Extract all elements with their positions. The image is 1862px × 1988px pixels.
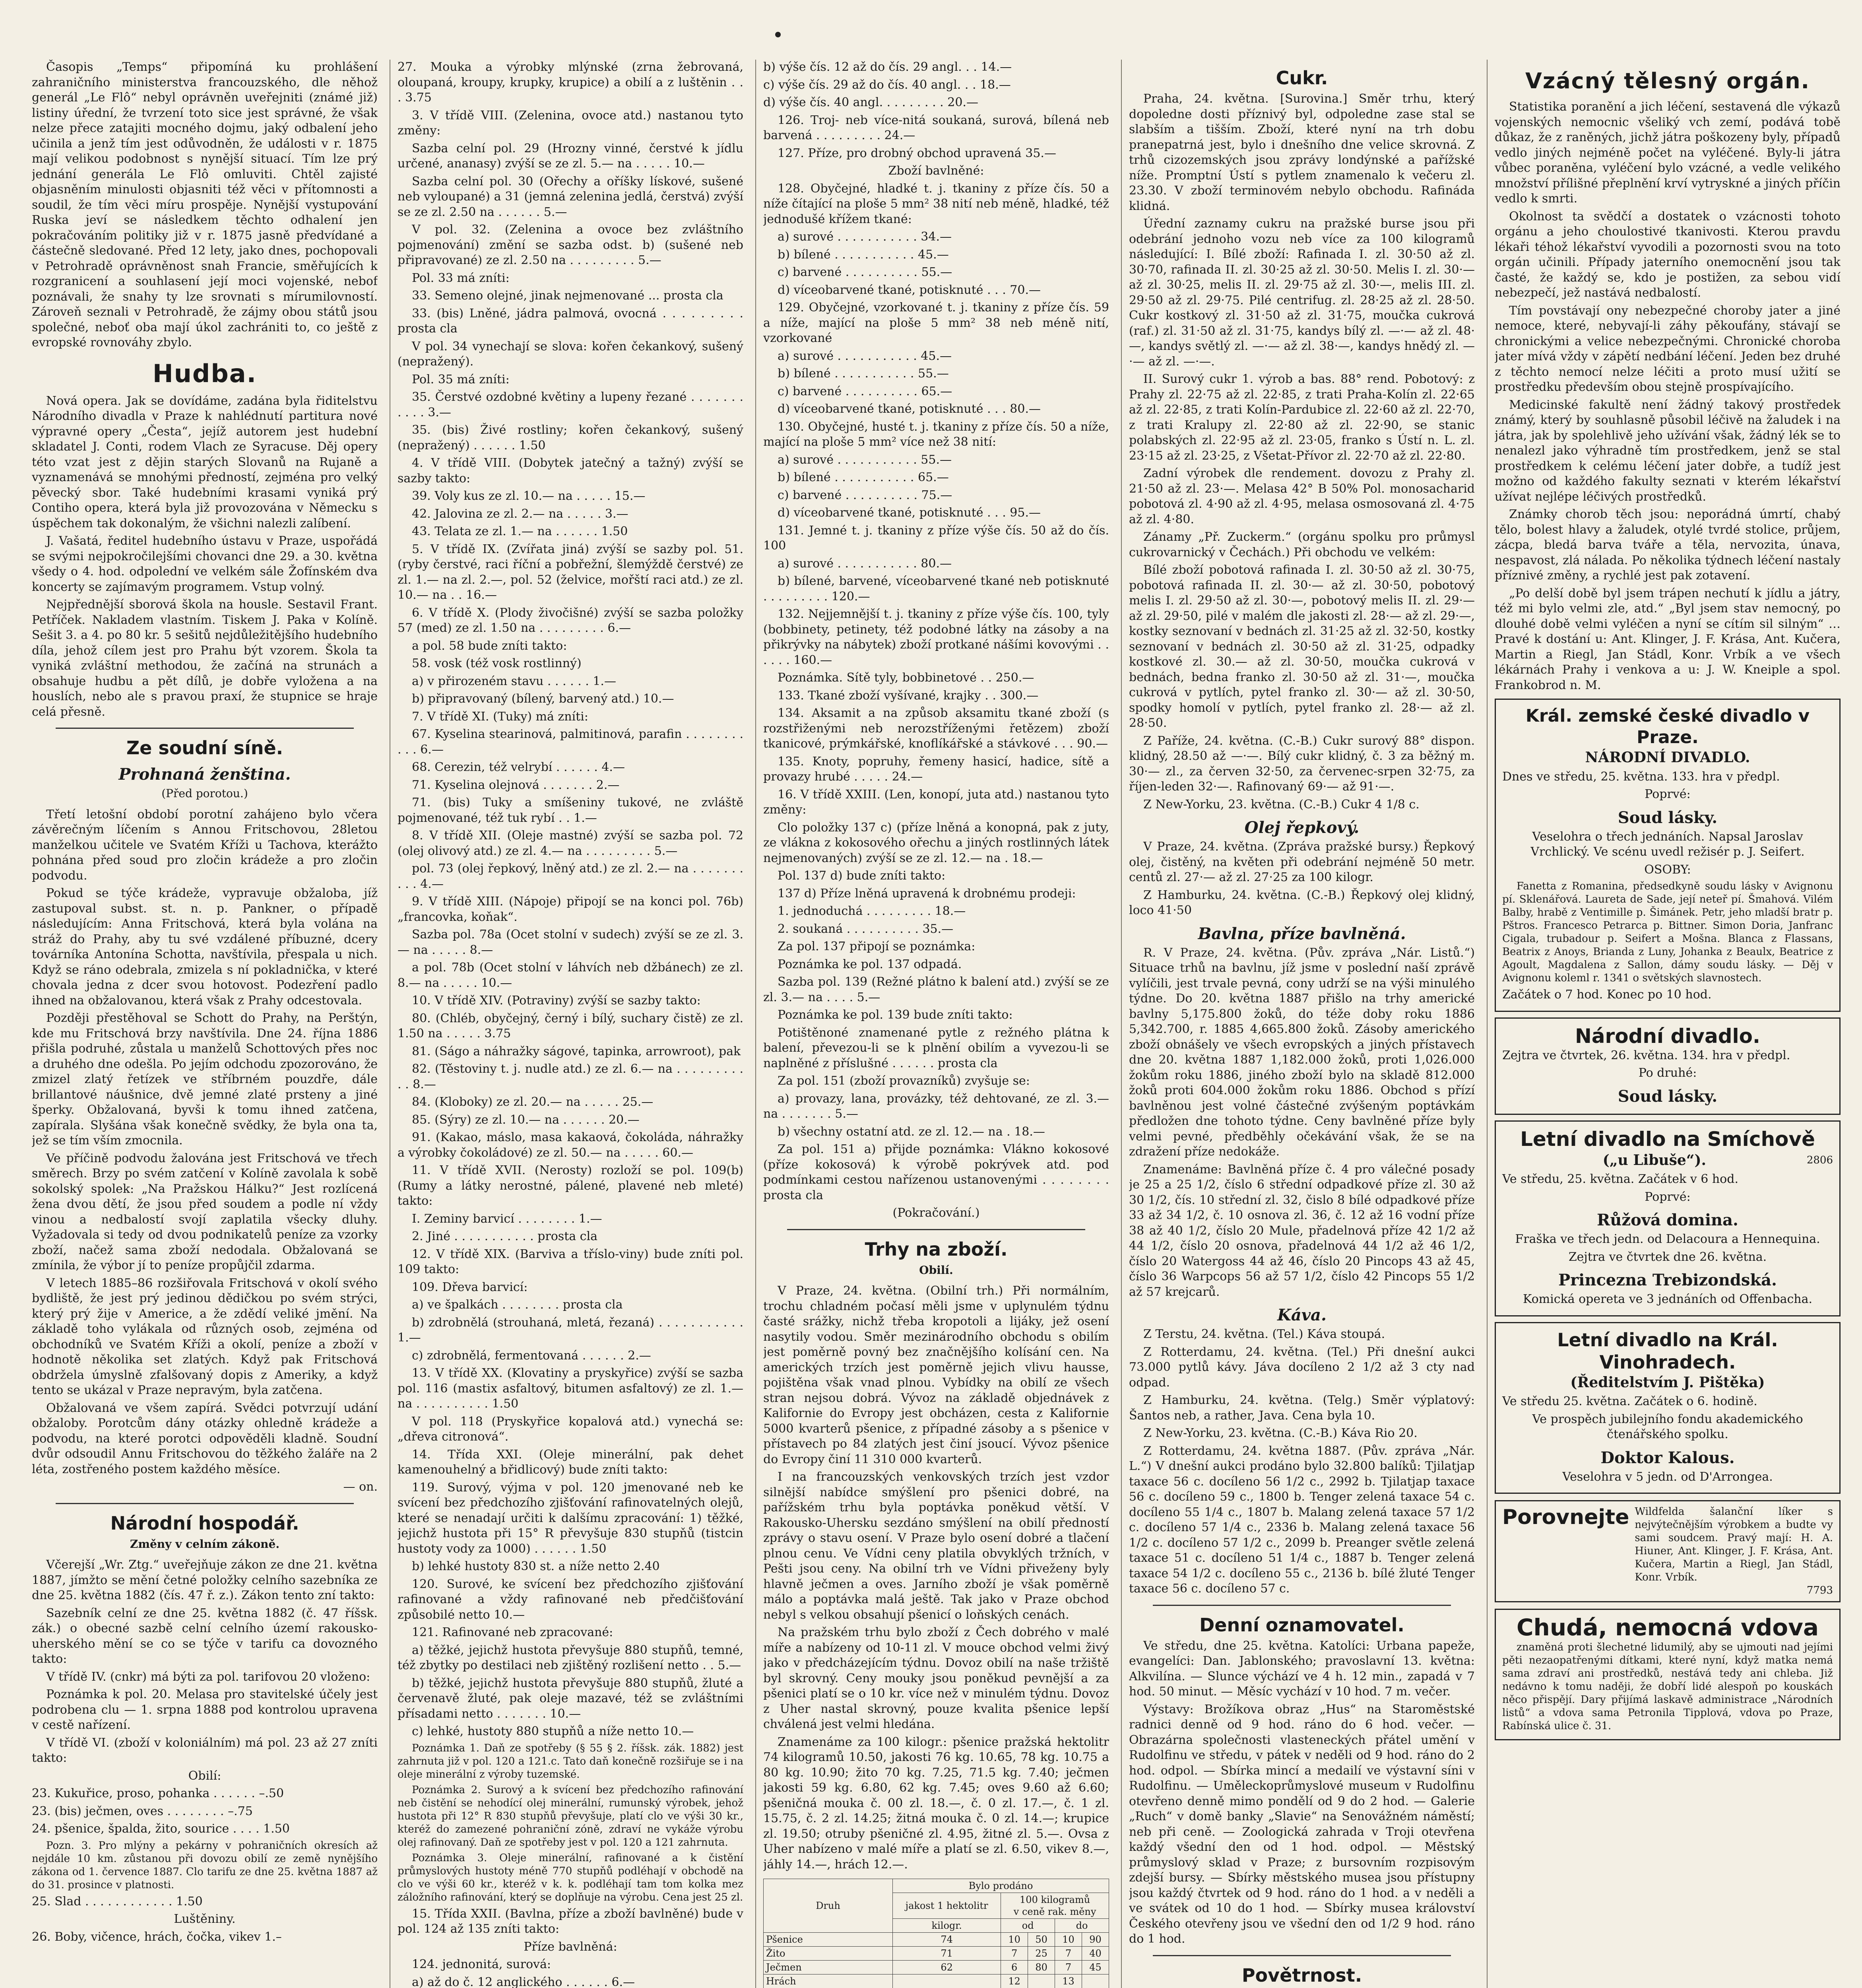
tariff-item: Za pol. 151 a) přijde poznámka: Vlákno kokosové (příze kokosová) k výrobě pokrývek atd. pod podmínkami cestou nařízenou ustanovenými . . . . . . . . prosta cla <box>763 1142 1109 1202</box>
article-paragraph: V třídě IV. (cnkr) má býti za pol. tarifovou 20 vloženo: <box>46 1670 370 1684</box>
article-paragraph: Na pražském trhu bylo zboží z Čech dobrého v malé míře a nabízeny od 10-11 zl. V mouce obchod velmi živý jako v předcházejícím týdnu. Dovoz obilí na naše tržiště byl skrovný. Ceny mouky jsou poněkud pevnější a za pšenici platí se o 10 kr. více než v minulém týdnu. Dovoz z Uher nastal skrovný, pouze kvalita pšenice lepší chválená jest velmi hledána. <box>763 1625 1109 1731</box>
table-cell: 12 <box>1001 1974 1028 1988</box>
section-title-olej: Olej řepkový. <box>1244 818 1360 837</box>
theatre-time: Začátek o 7 hod. Konec po 10 hod. <box>1502 988 1712 1002</box>
table-header-sub: 100 kilogramů <box>1020 1894 1090 1905</box>
tariff-item: 135. Knoty, popruhy, řemeny hasicí, hadice, sítě a provazy hrubé . . . . . 24.— <box>763 754 1109 784</box>
section-title-denni: Denní oznamovatel. <box>1199 1614 1404 1636</box>
tariff-item: c) barvené . . . . . . . . . . 55.— <box>778 265 952 279</box>
tariff-item: a) v přirozeném stavu . . . . . . 1.— <box>412 674 616 688</box>
article-paragraph: Časopis „Temps“ připomíná ku prohlášení zahraničního ministerstva francouzského, dle něhož generál „Le Flô“ nebyl oprávněn uveřejniti (známé již) listiny úřední, že tvrzení toto sice jest správné, že však nelze přece zatajiti mocného dojmu, jaký odbalení jeho učinila a jenž tím jest odůvodněn, že události v r. 1875 mají velikou podobnost s nynější situací. Tím lze prý jednání generála Le Flô omluviti. Chtěl zajisté objasněním minulosti objasniti též věci v přítomnosti a soudil, že tím věci míru prospěje. Nynější vystupování Ruska jeví se následkem těchto odhalení jen pokračováním politiky již v r. 1875 jasně předvídané a částečně sledované. Před 12 lety, jako dnes, pochopovali v Petrohradě oprávněnost snah Francie, směřujících k rozgranicení a souhlasení její moci vojenské, nebof poznávali, že snahy ty lze srovnati s mírumilovností. Zároveň seznali v Petrohradě, že zájmy obou států jsou společné, neboť oba mají úkol zachrániti to, co ještě z evropské rovnováhy zbylo. <box>32 60 378 349</box>
tariff-item: 124. jednonitá, surová: <box>412 1957 551 1971</box>
tariff-item: 33. (bis) Lněné, jádra palmová, ovocná . . . . . . . . . prosta cla <box>398 306 743 336</box>
tariff-item: b) bílené . . . . . . . . . . . 55.— <box>778 367 949 381</box>
column-rule <box>1487 60 1488 1988</box>
tariff-item: I. Zeminy barvicí . . . . . . . . 1.— <box>412 1211 602 1226</box>
table-cell: 62 <box>893 1961 1001 1974</box>
tariff-item: b) výše čís. 12 až do čís. 29 angl. . . 14.— <box>763 60 1012 74</box>
tariff-item: 85. (Sýry) ze zl. 10.— na . . . . . . 20.— <box>412 1112 640 1127</box>
tariff-item: 133. Tkané zboží vyšívané, krajky . . 300.— <box>778 688 1039 703</box>
newspaper-page <box>32 60 1841 1988</box>
article-paragraph: Z New-Yorku, 23. května. (C.-B.) Cukr 4 1/8 c. <box>1143 797 1420 812</box>
tariff-item: c) lehké, hustoty 880 stupňů a níže netto 10.— <box>412 1724 694 1738</box>
section-title-hospodar: Národní hospodář. <box>110 1512 299 1534</box>
tariff-item: 126. Troj- neb více-nitá soukaná, surová, bílená neb barvená . . . . . . . . . 24.— <box>763 113 1109 142</box>
article-paragraph: Ve středu, dne 25. května. Katolíci: Urbana papeže, evangelíci: Dan. Jablonského; pravoslavní 13. května: Alkvilína. — Slunce výchází ve 4 h. 12 min., zapadá v 7 hod. 50 minut. — Měsíc vychází v 10 hod. 7 m. večer. <box>1129 1639 1475 1699</box>
table-cell: Pšenice <box>764 1933 893 1947</box>
article-subtitle: (Před porotou.) <box>161 787 248 800</box>
column-5 <box>1495 60 1841 1988</box>
article-paragraph: V Praze, 24. května. (Obilní trh.) Při normálním, trochu chladném počasí měli jsme v uplynulém týdnu časté srážky, nichž třeba kropotoli a lijáky, jež osení nasytily vodou. Směr mezinárodního obchodu s obilím jest poměrně povný bez značnějšího kolísání cen. Na amerických trzích jest poměrně jejich vlivu hausse, pojištěna však vnad plnou. Vybídky na obilí ze všech stran nejsou dobrá. Vývoz na základě objednávek z Kalifornie do Evropy jest obcházen, cesta z Kalifornie 5000 kvarterů pšenice, z případné zásoby a s pšenice v přístavech po 84 zlatých jest činí jsoucí. Vývoz pšenice do Evropy činí 11 310 000 kvarterů. <box>763 1284 1109 1466</box>
tariff-item: b) bílené . . . . . . . . . . . 65.— <box>778 470 949 484</box>
article-paragraph: R. V Praze, 24. května. (Pův. zpráva „Nár. Listů.“) Situace trhů na bavlnu, jíž jsme v poslední naší zprávě vylíčili, jest trvale pevná, cony udrží se na výši minulého týdne. Do 20. května 1887 přišlo na trhy americké bavlny 5,175.800 žoků, do téže doby roku 1886 5,342.700, r. 1885 4,665.800 žoků. Zásoby amerického zboží obnášely ve všech evropských a jiných přístavech dne 20. května 1887 1,182.000 žoků, proti 1,026.000 žokům roku 1886, jiného zboží bylo na skladě 812.000 žoků proti 604.000 žokům roku 1886. Obchod s přízí bavlněnou jest volné částečné zvýšeným poptávkám předložen dne tohoto týdne. Ceny bavlněné příze byly velmi pevné, předběhly očekávání však, že se na zdražení příze nedokáže. <box>1129 945 1475 1159</box>
list-item: Obilí: <box>188 1769 221 1783</box>
table-cell: 10 <box>1055 1933 1082 1947</box>
article-paragraph: Pozn. 3. Pro mlýny a pekárny v pohraničních okresích až nejdále 10 km. zůstanou při dovozu obilí ze země nynějšího zákona od 1. července 1887. Clo tarifu ze dne 25. května 1887 až do 31. prosince v platnosti. <box>32 1839 378 1891</box>
tariff-item: Sazba celní pol. 30 (Ořechy a oříšky lískové, sušené neb vyloupané) a 31 (jemná zelenina jedlá, čerstvá) zvýší se ze zl. 2.50 na . . . . . . 5.— <box>398 174 743 219</box>
tariff-item: Sazba celní pol. 29 (Hrozny vinné, čerstvé k jídlu určené, ananasy) zvýší se ze zl. 5.— na . . . . . 10.— <box>398 141 743 171</box>
tariff-item: c) barvené . . . . . . . . . . 65.— <box>778 384 952 398</box>
tariff-item: 121. Rafinované neb zpracované: <box>412 1625 613 1639</box>
play-title: Doktor Kalous. <box>1600 1448 1735 1467</box>
tariff-item: 11. V třídě XVII. (Nerosty) rozloží se pol. 109(b) (Rumy a látky nerostné, pálené, plavené neb mleté) takto: <box>398 1163 743 1208</box>
tariff-item: a) surové . . . . . . . . . . . 55.— <box>778 452 952 467</box>
table-cell <box>1028 1974 1055 1988</box>
list-item: 23. (bis) ječmen, oves . . . . . . . . –.75 <box>32 1804 253 1818</box>
tariff-item: 27. Mouka a výrobky mlýnské (zrna žebrovaná, oloupaná, kroupy, krupky, krupice) a obilí a z luštěnin . . . 3.75 <box>398 60 743 105</box>
table-cell: 7 <box>1055 1961 1082 1974</box>
theatre-listing-vinohrady <box>1495 1322 1841 1494</box>
section-title-pocasi: Povětrnost. <box>1241 1964 1362 1986</box>
ad-paragraph: „Po delší době byl jsem trápen nechutí k jídlu a játry, též mi bylo velmi zle, atd.“ „Byl jsem stav nemocný, po dlouhé době velmi vyléčen a nyní se cítím sil silným“ … Pravé k dostání u: Ant. Klinger, J. F. Krása, Ant. Kučera, Martin a Riegl, Jan Stádl, Konr. Vrbík a ve všech lékárnách Prahy i venkova a u: J. W. Kneiple a spol. Frankobrod n. M. <box>1495 586 1841 692</box>
article-paragraph: Z Rotterdamu, 24. května 1887. (Pův. zpráva „Nár. L.“) V dnešní aukci prodáno bylo 32.800 balíků: Tjilatjap taxace 56 c. docíleno 56 1/2 c., 2992 b. Tjilatjap taxace 56 c. docíleno 59 c., 1800 b. Tenger zelená taxace 54 c. docíleno 55 1/4 c., 1807 b. Malang zelená taxace 57 1/2 c. docíleno 57 1/4 c., 2336 b. Malang zelená taxace 56 1/2 c. docíleno 57 1/2 c., 2099 b. Preanger světle zelená taxace 51 c. docíleno 51 1/4 c., 1887 b. Tenger zelená taxace 54 1/2 c. docíleno 55 c., 2136 b. bílé žluté Tenger taxace 56 c. docíleno 57 c. <box>1129 1444 1475 1596</box>
tariff-item: 15. Třída XXII. (Bavlna, příze a zboží bavlněné) bude v pol. 124 až 135 zníti takto: <box>398 1906 743 1936</box>
tariff-item: Pol. 33 má zníti: <box>412 271 510 285</box>
table-row <box>764 1961 1109 1974</box>
tariff-item: a) surové . . . . . . . . . . . 34.— <box>778 230 952 244</box>
list-item: 25. Slad . . . . . . . . . . . . 1.50 <box>32 1894 203 1908</box>
article-paragraph: Později přestěhoval se Schott do Prahy, na Perštýn, kde mu Fritschová brzy navštívila. Dne 24. října 1886 přišla podruhé, zůstala u manželů Schottových přes noc a druhého dne odešla. Po jejím odchodu zpozorováno, že zmizel zlatý řetízek ve stříbrném pouzdře, dále brillantové náušnice, dvě jemné zlaté prsteny a jiné šperky. Obžalovaná, byvši k tomu ihned zatčena, zapírala. Slyšána však konečně svědky, že byla ona ta, jež se tím vším zmocnila. <box>32 1011 378 1147</box>
table-cell <box>893 1974 1001 1988</box>
tariff-item: b) zdrobnělá (strouhaná, mletá, řezaná) . . . . . . . . . . . 1.— <box>398 1315 743 1345</box>
play-description: Komická opereta ve 3 jednáních od Offenbacha. <box>1523 1292 1813 1306</box>
column-3 <box>763 60 1109 1988</box>
theatre-date: Zejtra ve čtvrtek, 26. května. 134. hra v předpl. <box>1502 1048 1790 1062</box>
tariff-item: Sazba pol. 78a (Ocet stolní v sudech) zvýší se ze zl. 3.— na . . . . . 8.— <box>398 928 743 957</box>
article-paragraph: Zánamy „Př. Zuckerm.“ (orgánu spolku pro průmysl cukrovarnický v Čechách.) Při obchodu ve velkém: <box>1129 530 1475 559</box>
ad-title: Porovnejte <box>1502 1505 1629 1529</box>
tariff-item: d) víceobarvené tkané, potisknuté . . . 95.— <box>778 506 1041 520</box>
article-paragraph: Z Rotterdamu, 24. května. (Tel.) Při dnešní aukci 73.000 pytlů kávy. Jáva docíleno 2 1/2 až 3 cty nad odpad. <box>1129 1345 1475 1390</box>
ad-paragraph: Okolnost ta svědčí a dostatek o vzácnosti tohoto orgánu a jeho choulostivé tkanivosti. Kterou pravdu lékaři téhož lékařství vyvodili a pozornosti svou na toto orgán učinili. Případy jaterního onemocnění jsou tak časté, že každý se, kdo je postižen, za sebou vidí nebezpečí, jež nastává nedbalostí. <box>1495 209 1841 300</box>
column-4 <box>1129 60 1475 1988</box>
tariff-item: 71. Kyselina olejnová . . . . . . . 2.— <box>412 778 620 792</box>
tariff-item: 67. Kyselina stearinová, palmitinová, parafin . . . . . . . . . . . 6.— <box>398 727 743 757</box>
tariff-item: b) bílené, barvené, víceobarvené tkané neb potisknuté . . . . . . . . . 120.— <box>763 574 1109 604</box>
table-cell: Ječmen <box>764 1961 893 1974</box>
table-cell: 71 <box>893 1947 1001 1961</box>
tariff-item: 91. (Kakao, máslo, masa kakaová, čokoláda, náhražky a výrobky čokoládové) ze zl. 50.— na . . . . . 60.— <box>398 1130 743 1160</box>
table-header: jakost 1 hektolitr <box>893 1893 1001 1919</box>
table-cell: 40 <box>1082 1947 1109 1961</box>
table-row <box>764 1974 1109 1988</box>
tariff-item: pol. 73 (olej řepkový, lněný atd.) ze zl. 2.— na . . . . . . . . . . 4.— <box>398 862 743 891</box>
table-cell: Hrách <box>764 1974 893 1988</box>
divider <box>56 728 354 729</box>
tariff-item: a) provazy, lana, provázky, též dehtované, ze zl. 3.— na . . . . . . . 5.— <box>763 1091 1109 1121</box>
tariff-item: 119. Surový, výjma v pol. 120 jmenované neb ke svícení bez předchozího zjišťování rafinovatelných olejů, které se nenadají určiti k dalšímu zpracování: 1) těžké, jejichž hustota při 15° R převyšuje 830 stupňů (tistcin hustoty vody za 1000) . . . . . . 1.50 <box>398 1480 743 1556</box>
tariff-item: 80. (Chléb, obyčejný, černý i bílý, suchary čistě) ze zl. 1.50 na . . . . . 3.75 <box>398 1011 743 1041</box>
theatre-subtitle-text: („u Libuše“). <box>1602 1151 1707 1169</box>
section-title-trhy: Trhy na zboží. <box>865 1238 1008 1260</box>
tariff-item: 35. (bis) Živé rostliny; kořen čekankový, sušený (nepražený) . . . . . . 1.50 <box>398 423 743 452</box>
tariff-item: 127. Příze, pro drobný obchod upravená 35.— <box>778 146 1056 160</box>
tariff-item: 3. V třídě VIII. (Zelenina, ovoce atd.) nastanou tyto změny: <box>398 108 743 138</box>
tariff-item: 12. V třídě XIX. (Barviva a tříslo-viny) bude zníti pol. 109 takto: <box>398 1247 743 1276</box>
tariff-item: b) lehké hustoty 830 st. a níže netto 2.40 <box>412 1559 660 1573</box>
article-paragraph: Třetí letošní období porotní zahájeno bylo včera závěrečným líčením s Annou Fritschovou, 28letou manželkou učitele ve Svatém Kříži u Tachova, kterážto pohnána před soud pro zločin krádeže a pro zločin podvodu. <box>32 807 378 883</box>
theatre-listing-narodni <box>1495 1017 1841 1115</box>
article-paragraph: Úřední zaznamy cukru na pražské burse jsou při odebrání jednoho vozu neb více za 100 kilogramů následující: I. Bílé zboží: Rafinada I. zl. 30·50 až zl. 30·70, rafinada II. zl. 30·25 až zl. 30·50. Melis I. zl. 30·— až zl. 30·25, melis II. zl. 29·75 až zl. 30·—, melis III. zl. 29·50 až zl. 29·75. Pilé centrifug. zl. 28·25 až zl. 28·50. Cukr kostkový zl. 31·50 až zl. 31·75, moučka cukrová (raf.) zl. 31·50 až zl. 31·75, kandys bílý zl. —·— až zl. 48·—, kandys světlý zl. —·— až zl. 38·—, kandys hnědý zl. —·— až zl. —·—. <box>1129 217 1475 369</box>
table-header: do <box>1055 1919 1109 1933</box>
tariff-note: Poznámka 3. Oleje minerální, rafinované a k čistění průmyslových hustoty méně 770 stupňů podléhají v obchodě na clo ve výši 60 kr., kteréž v k. k. podléhají tam tom kolka mez záložního rafinování, který se doplňuje na výrobu. Cena jest 25 zl. <box>398 1852 743 1903</box>
article-paragraph: Pokud se týče krádeže, vypravuje obžaloba, jíž zastupoval subst. st. n. p. Pankner, o případě následujícím: Anna Fritschová, která byla volána na stráž do Prahy, aby tu své vzdálené příbuzné, dcery továrníka Antonína Schotta, navštívila, přespala u nich. Když se ráno odebrala, zmizela s ní pokladnička, v které chovala jedna z dcer svou hotovost. Podezření padlo ihned na obžalovanou, která však z Prahy odcestovala. <box>32 886 378 1008</box>
tariff-item: 43. Telata ze zl. 1.— na . . . . . . 1.50 <box>412 524 628 538</box>
tariff-item: 5. V třídě IX. (Zvířata jiná) zvýší se sazby pol. 51. (ryby čerstvé, raci říční a pobřežní, šlemýždě čerstvé) ze zl. 1.— na zl. 2.—, pol. 52 (želvice, mořští raci atd.) ze zl. 10.— na . . 16.— <box>398 542 743 602</box>
article-paragraph: Nová opera. Jak se dovídáme, zadána byla řiditelstvu Národního divadla v Praze k nahlédnutí partitura nové výpravné opery „Česta“, jejíž autorem jest hudební skladatel J. Conti, rodem Vlach ze Syracuse. Děj opery této vzat jest z dějin starých Slovanů na Rujaně a vyznamenává se mnohými předností, zejména pro velký pěvecký sbor. Také hudebními krasami vyniká prý Contiho opera, která byla již provozována v Německu s úspěchem tak dokonalým, že všichni nalezli zalíbení. <box>32 394 378 530</box>
table-cell <box>1082 1974 1109 1988</box>
article-paragraph: Z Terstu, 24. května. (Tel.) Káva stoupá. <box>1143 1327 1385 1341</box>
theatre-note: Po druhé: <box>1638 1066 1697 1080</box>
ad-number: 7793 <box>1806 1584 1833 1596</box>
tariff-item: Poznámka ke pol. 137 odpadá. <box>778 957 962 971</box>
theatre-note: Poprvé: <box>1645 1190 1691 1204</box>
ad-paragraph: Statistika poranění a jich léčení, sestavená dle výkazů vojenských nemocnic všeliký vch zemí, podává tobě důkaz, že z raněných, jichž játra poškozeny byly, případů vedlo jiných nejméně počet na vyléčené. Byly-li játra vůbec poraněna, vyléčení bylo vzácné, a vedle velikého množství přílišné přeplnění krví vytryskné a jiných příčin vedlo k smrti. <box>1495 100 1841 206</box>
page-hole-mark <box>775 32 781 37</box>
article-paragraph: Bílé zboží pobotová rafinada I. zl. 30·50 až zl. 30·75, pobotová rafinada II. zl. 30·— až zl. 30·50, pobotový melis I. zl. 29·50 až zl. 30·—, pobotový melis II. zl. 29·— až zl. 29·50, pilé v malém dle jakosti zl. 28·— až zl. 29·—, kostky seznovaní v bednách zl. 31·25 až zl. 32·50, kostky seznovaní v bednách zl. 30·50 až zl. 31·25, odpadky kostkové zl. 30.— až zl. 30·50, moučka cukrová v bednách, bedna franko zl. 30·50 až zl. 31·—, moučka cukrová v pytlích, pytel franko zl. 30·— až zl. 30·50, spodky homolí v pytlích, pytel franko zl. 28·— až zl. 28·50. <box>1129 563 1475 730</box>
tariff-item: a) surové . . . . . . . . . . . 80.— <box>778 556 952 571</box>
theatre-subtitle <box>1502 1153 1833 1168</box>
tariff-item: Potištěnoné znamenané pytle z režného plátna k balení, převezou-li se k plnění obilím a vyvezou-li se naplněné z příslušné . . . . . . prosta cla <box>763 1025 1109 1070</box>
column-1 <box>32 60 378 1988</box>
tariff-item: 13. V třídě XX. (Klovatiny a pryskyřice) zvýší se sazba pol. 116 (mastix asfaltový, bitumen asfaltový) ze zl. 1.— na . . . . . . . . . . 1.50 <box>398 1366 743 1411</box>
ad-title-organ: Vzácný tělesný orgán. <box>1525 68 1810 93</box>
play-title: Princezna Trebizondská. <box>1558 1271 1777 1289</box>
article-paragraph: V třídě VI. (zboží v koloniálním) má pol. 23 až 27 zníti takto: <box>32 1736 378 1765</box>
tariff-item: Pol. 137 d) bude zníti takto: <box>778 869 946 883</box>
article-signature: — on. <box>343 1480 378 1494</box>
section-title-cukr: Cukr. <box>1276 67 1328 89</box>
table-cell: Žito <box>764 1947 893 1961</box>
column-rule <box>755 60 756 1988</box>
theatre-date: Ve středu 25. května. Začátek o 6. hodině. <box>1502 1394 1757 1408</box>
article-title: Prohnaná ženština. <box>118 765 291 784</box>
tariff-item: 137 d) Příze lněná upravená k drobnému prodeji: <box>778 886 1076 901</box>
article-paragraph: II. Surový cukr 1. výrob a bas. 88° rend. Pobotový: z Prahy zl. 22·75 až zl. 22·85, z trati Praha-Kolín zl. 22·65 až zl. 22·85, z trati Kolín-Pardubice zl. 22·60 až zl. 22·70, z trati Kralupy zl. 22·80 až zl. 22·90, se stanic polabských zl. 22·95 až zl. 23·05, franko s Ústí n. L. zl. 23·15 až zl. 23·25, z Všetat-Přívor zl. 22·70 až zl. 22·80. <box>1129 372 1475 463</box>
tariff-item: a pol. 58 bude zníti takto: <box>412 639 567 653</box>
tariff-item: 131. Jemné t. j. tkaniny z příze výše čís. 50 až do čís. 100 <box>763 523 1109 553</box>
table-cell: 74 <box>893 1933 1001 1947</box>
table-row <box>764 1947 1109 1961</box>
theatre-date: Ve středu, 25. května. Začátek v 6 hod. <box>1502 1172 1738 1186</box>
tariff-item: V pol. 34 vynechají se slova: kořen čekankový, sušený (nepražený). <box>398 339 743 369</box>
article-paragraph: Včerejší „Wr. Ztg.“ uveřejňuje zákon ze dne 21. května 1887, jímžto se mění četné položky celního sazebníka ze dne 25. května 1882 (čís. 47 ř. z.). Zákon tento zní takto: <box>32 1558 378 1602</box>
ad-text: znaměná proti šlechetné lidumilý, aby se ujmouti nad jejími pěti nezaopatřenými dítkami, které nyní, když matka nemá sama zdraví ani prostředků, nestává tedy ani chleba. Již nedávno k tomu naději, že dobří lidé alespoň po kouskách něco přispějí. Dary přijímá laskavě administrace „Národních listů“ a vdova sama Petronila Tipplová, vdova po Praze, Rabínská ulice č. 31. <box>1502 1641 1833 1732</box>
market-price-table <box>763 1879 1109 1988</box>
table-cell: 7 <box>1055 1947 1082 1961</box>
theatre-title: Král. zemské české divadlo v Praze. <box>1525 706 1810 747</box>
tariff-item: 39. Voly kus ze zl. 10.— na . . . . . 15.— <box>412 489 646 503</box>
tariff-item: 35. Čerstvé ozdobné květiny a lupeny řezané . . . . . . . . . . . 3.— <box>398 390 743 419</box>
table-row <box>764 1933 1109 1947</box>
article-paragraph: V letech 1885–86 rozšiřovala Fritschová v okolí svého bydliště, že jest prý jedinou dědičkou po svém strýci, který prý žije v Americe, a že zdědí veliké jmění. Na základě toho vylákala od různých osob, zejména od obchodníků ve Svatém Kříži a okolí, peníze a zboží v hodnotě několika set zlatých. Když pak Fritschová obdržela úmyslně zfalšovaný dopis z Ameriky, a když tento se ukázal v Praze nepravým, byla zatčena. <box>32 1276 378 1397</box>
theatre-subtitle: (Ředitelstvím J. Pištěka) <box>1570 1374 1765 1391</box>
article-paragraph: Z New-Yorku, 23. května. (C.-B.) Káva Rio 20. <box>1143 1426 1418 1440</box>
tariff-item: 2. soukaná . . . . . . . . . . 35.— <box>778 922 954 936</box>
article-paragraph: Ve příčině podvodu žalována jest Fritschová ve třech směrech. Brzy po svém zatčení v Kolíně zavolala k sobě sokolský spolek: „Na Pražskou Hálku?“ Jest rozlícená žena dvou dětí, že jsou před soudem a podle ní vždy vinou a nedbalostí svojí zaplatila všecky dluhy. Vyžadovala si tedy od dvou podnikatelů peníze za vzorky zboží, načež sama zboží nedodala. Obžalovaná se zmínila, že výbor jí to peníze propůjčil zdarma. <box>32 1151 378 1272</box>
tariff-item: Poznámka. Sítě tyly, bobbinetové . . 250.— <box>778 671 1034 685</box>
article-paragraph: J. Vašatá, ředitel hudebního ústavu v Praze, uspořádá se svými nejpokročilejšími chovanci dne 29. a 30. května všedy o 4. hod. odpolední ve velkém sále Žofínském dva koncerty se zajímavým programem. Vstup volný. <box>32 534 378 594</box>
theatre-listing-national <box>1495 699 1841 1012</box>
tariff-item: V pol. 32. (Zelenina a ovoce bez zvláštního pojmenování) změní se sazba odst. b) (sušené neb připravované) ze zl. 2.50 na . . . . . . . . . 5.— <box>398 223 743 267</box>
section-title-soud: Ze soudní síně. <box>126 737 283 759</box>
divider <box>1153 1605 1451 1606</box>
section-title-kava: Káva. <box>1277 1306 1327 1324</box>
play-title: Soud lásky. <box>1618 1087 1718 1106</box>
tariff-item: b) všechny ostatní atd. ze zl. 12.— na . 18.— <box>778 1124 1045 1139</box>
table-header: Bylo prodáno <box>893 1879 1109 1893</box>
list-item: Luštěniny. <box>174 1912 236 1926</box>
ad-vdova <box>1495 1609 1841 1740</box>
column-rule <box>1121 60 1122 1988</box>
tariff-item: a pol. 78b (Ocet stolní v láhvích neb džbánech) ze zl. 8.— na . . . . . 10.— <box>398 961 743 990</box>
tariff-item: 33. Semeno olejné, jinak nejmenované ... prosta cla <box>412 289 723 303</box>
tariff-item: Pol. 35 má zníti: <box>412 372 510 386</box>
tariff-item: d) výše čís. 40 angl. . . . . . . . . 20.— <box>763 95 978 109</box>
tariff-item: 6. V třídě X. (Plody živočišné) zvýší se sazba položky 57 (med) ze zl. 1.50 na . . . . . . . . . 6.— <box>398 606 743 635</box>
table-header: Druh <box>764 1879 893 1933</box>
tariff-item: b) těžké, jejichž hustota převyšuje 880 stupňů, žluté a červenavě žluté, pak oleje mazavé, též se zvláštními přísadami netto . . . . . . . 10.— <box>398 1676 743 1721</box>
theatre-date: Dnes ve středu, 25. května. 133. hra v předpl. <box>1502 769 1780 784</box>
table-cell: 13 <box>1055 1974 1082 1988</box>
tariff-item: 128. Obyčejné, hladké t. j. tkaniny z příze čís. 50 a níže čítající na ploše 5 mm² 38 nití neb méně, hladké, též jednodušé křížem tkané: <box>763 181 1109 226</box>
play-title: Soud lásky. <box>1618 808 1718 827</box>
tariff-item: Za pol. 151 (zboží provazníků) zvyšuje se: <box>778 1074 1030 1088</box>
tariff-item: Za pol. 137 připojí se poznámka: <box>778 940 976 953</box>
cast-heading: OSOBY: <box>1644 862 1691 877</box>
article-subtitle: Změny v celním zákoně. <box>130 1537 280 1551</box>
tariff-item: 129. Obyčejné, vzorkované t. j. tkaniny z příze čís. 59 a níže, mající na ploše 5 mm² 38 neb méně nití, vzorkované <box>763 301 1109 345</box>
tariff-item: 134. Aksamit a na způsob aksamitu tkané zboží (s rozstřiženými neb nerozstříženými řetězem) zboží tkanicové, prýmkářské, knoflíkářské a stávkové . . . 90.— <box>763 706 1109 751</box>
tariff-item: 1. jednoduchá . . . . . . . . . 18.— <box>778 904 966 918</box>
table-cell: 7 <box>1001 1947 1028 1961</box>
tariff-item: d) víceobarvené tkané, potisknuté . . . 80.— <box>778 402 1041 416</box>
section-title-hudba: Hudba. <box>152 359 257 388</box>
table-header-price: v ceně rak. měny <box>1013 1906 1096 1917</box>
tariff-item: 9. V třídě XIII. (Nápoje) připojí se na konci pol. 76b) „francovka, koňak“. <box>398 895 743 924</box>
table-cell: 50 <box>1028 1933 1055 1947</box>
table-header: od <box>1001 1919 1055 1933</box>
tariff-item: V pol. 118 (Pryskyřice kopalová atd.) vynechá se: „dřeva citronová“. <box>398 1414 743 1444</box>
ad-paragraph: Známky chorob těch jsou: neporádná úmrtí, chabý tělo, bolest hlavy a žaludek, otylé tvrdé stolice, průjem, zácpa, bledá barva tváře a těla, nervozita, únava, nespavost, zlá nálada. Po několika týdnech léčení nastaly příznivé změny, a rychlé jest pak zotavení. <box>1495 507 1841 582</box>
theatre-subtitle: NÁRODNÍ DIVADLO. <box>1585 749 1750 766</box>
divider <box>1153 1955 1451 1956</box>
article-paragraph: Poznámka k pol. 20. Melasa pro stavitelské účely jest podrobena clu — 1. srpna 1888 pod kontrolou upravena v cestě nařízení. <box>32 1687 378 1732</box>
tariff-item: c) barvené . . . . . . . . . . 75.— <box>778 488 952 502</box>
table-cell: 10 <box>1001 1933 1028 1947</box>
article-paragraph: Sazebník celní ze dne 25. května 1882 (č. 47 říšsk. zák.) o obecné sazbě celní celního území rakousko-uherského mění se co se týče v tarifu ca dovozného takto: <box>32 1606 378 1666</box>
list-item: 26. Boby, vičence, hrách, čočka, vikev 1.– <box>32 1930 282 1944</box>
divider <box>56 1503 354 1504</box>
list-item: 24. pšenice, špalda, žito, sourice . . . . 1.50 <box>32 1822 290 1836</box>
theatre-title: Letní divadlo na Král. Vinohradech. <box>1557 1329 1778 1373</box>
tariff-item: 42. Jalovina ze zl. 2.— na . . . . . 3.— <box>412 507 628 521</box>
theatre-note: Poprvé: <box>1645 787 1691 801</box>
article-paragraph: Praha, 24. května. [Surovina.] Směr trhu, který dopoledne dosti příznivý byl, odpoledne zase stal se slabším a tišším. Zboží, které nyní na trh dobu pranepatrná jest, bylo i dnešního dne velice skrovná. Z trhů cizozemských jsou zprávy londýnské a pařížské níže. Promptní Ústí s pytlem znamenalo k večeru zl. 23.30. V zboží terminovém nebylo obchodu. Rafináda klidná. <box>1129 92 1475 213</box>
theatre-title: Národní divadlo. <box>1575 1024 1761 1048</box>
ad-number: 2806 <box>1806 1154 1833 1166</box>
article-paragraph: Znamenáme: Bavlněná příze č. 4 pro válečné posady je 25 a 25 1/2, číslo 6 střední odpadkové příze zl. 30 až 30 1/2, čís. 10 střední zl. 32, čislo 8 bílé odpadkové příze 33 až 34 1/2, č. 10 osnova zl. 36, č. 12 až 16 vodní příze 38 až 40 1/2, číslo 20 Mule, přadelnová příze 42 1/2 až 44 1/2, číslo 20 osnova, přadelnová 44 1/2 až 46 1/2, číslo 20 Watergoss 44 až 46, číslo 20 Pincops 43 až 45, číslo 36 Warpcops 56 až 57 1/2, číslo 42 Pincops 55 1/2 až 57 krejcarů. <box>1129 1162 1475 1299</box>
article-paragraph: Znamenáme za 100 kilogr.: pšenice pražská hektolitr 74 kilogramů 10.50, jakosti 76 kg. 10.65, 78 kg. 10.75 a 80 kg. 10.90; žito 70 kg. 7.25, 71.5 kg. 7.40; ječmen jakosti 59 kg. 6.80, 62 kg. 7.45; oves 9.60 až 6.60; pšeničná mouka č. 00 zl. 18.—, č. 0 zl. 17.—, č. 1 zl. 15.75, č. 2 zl. 14.25; žitná mouka č. 0 zl. 14.—; krupice zl. 19.50; otruby pšeničné zl. 4.95, žitné zl. 5.—. Ovsa z Uher nabízeno v malé míře a platí se zl. 6.50, vikev 8.—, jáhly 14.—, hrách 12.—. <box>763 1735 1109 1872</box>
ad-text: Wildfelda šalanční líker s nejvýtečnějším výrobkem a budte vy sami soudcem. Pravý mají: H. A. Hiuner, Ant. Klinger, J. F. Krása, Ant. Kučera, Martin a Riegl, Jan Stádl, Konr. Vrbík. <box>1635 1506 1833 1583</box>
tariff-item: a) až do č. 12 anglického . . . . . . 6.— <box>412 1975 635 1988</box>
tariff-item: 2. Jiné . . . . . . . . . . . prosta cla <box>412 1229 597 1243</box>
theatre-note: Ve prospěch jubilejního fondu akademického čtenářského spolku. <box>1532 1412 1803 1441</box>
article-subtitle: Obilí. <box>919 1263 953 1277</box>
tariff-item: c) zdrobnělá, fermentovaná . . . . . . 2.— <box>412 1348 651 1363</box>
tariff-item: Sazba pol. 139 (Režné plátno k balení atd.) zvýší se ze zl. 3.— na . . . . 5.— <box>763 975 1109 1004</box>
table-cell: 6 <box>1001 1961 1028 1974</box>
ad-porovnejte <box>1495 1500 1841 1602</box>
tariff-item: 81. (Ságo a náhražky ságové, tapinka, arrowroot), pak <box>412 1044 741 1058</box>
cast-list: Fanetta z Romanina, předsedkyně soudu lásky v Avignonu pí. Sklenářová. Laureta de Sade, její neteř pí. Šmahová. Vilém Balby, hrabě z Ventimille p. Šimánek. Petr, jeho mladší bratr p. Pštros. Francesco Petrarca p. Bittner. Simon Doria, Janfranc Cigala, trubadour p. Seifert a Mošna. Blanca z Flassans, Beatrix z Anoys, Brianda z Luny, Johanka z Beaulx, Beatrice z Agoult, Magdalena z Sallon, dámy soudu lásky. — Děj v Avignonu koleml r. 1341 o světských slavnostech. <box>1502 880 1833 984</box>
theatre-title: Letní divadlo na Smíchově <box>1520 1127 1815 1151</box>
tariff-note: Poznámka 1. Daň ze spotřeby (§ 55 § 2. říšsk. zák. 1882) jest zahrnuta již v pol. 120 a 121.c. Tato daň konečně rozšiřuje se i na oleje minerální z výroby tuzemské. <box>398 1742 743 1780</box>
tariff-item: 109. Dřeva barvicí: <box>412 1280 528 1294</box>
section-title-bavlna: Bavlna, příze bavlněná. <box>1198 924 1406 943</box>
tariff-item: 82. (Těstoviny t. j. nudle atd.) ze zl. 6.— na . . . . . . . . . . . 8.— <box>398 1062 743 1091</box>
tariff-item: 68. Cerezin, též velrybí . . . . . . 4.— <box>412 760 625 774</box>
tariff-item: 132. Nejjemnější t. j. tkaniny z příze výše čís. 100, tyly (bobbinety, petinety, též podobné látky na zásoby a na přikrývky na nábytek) zboží protkané nášími kovovými . . . . . . 160.— <box>763 607 1109 667</box>
column-2 <box>398 60 743 1988</box>
tariff-item: c) výše čís. 29 až do čís. 40 angl. . . 18.— <box>763 78 1011 92</box>
tariff-item: 14. Třída XXI. (Oleje minerální, pak dehet kamenouhelný a břidlicový) bude zníti takto: <box>398 1447 743 1477</box>
tariff-item: b) připravovaný (bílený, barvený atd.) 10.— <box>412 692 674 706</box>
theatre-date: Zejtra ve čtvrtek dne 26. května. <box>1568 1250 1767 1264</box>
article-paragraph: Nejpřednější sborová škola na housle. Sestavil Frant. Petříček. Nakladem vlastním. Tiskem J. Paka v Kolíně. Sešit 3. a 4. po 80 kr. 5 sešitů nejdůležitějšího hudebního díla, jehož cílem jest pro Prahu být vzorem. Škola ta vyniká zvláštní methodou, že začíná na strunách a obsahuje hudbu a pět dílů, je dobře vyložena a na houslích, nebo ale s pravou praxí, že stupnice se hraje celá přesně. <box>32 598 378 719</box>
tariff-note: Poznámka 2. Surový a k svícení bez předchozího rafinování neb čistění se nehodící olej minerální, rumunský výrobek, jehož hustota při 12° R 830 stupňů převyšuje, platí clo ve výši 30 kr., kteréž do zamezené pohraniční zóně, zdraví ne vykáže výrobu olej rafinovaný. Daň ze spotřeby jest v pol. 120 a 121 zahrnuta. <box>398 1784 743 1848</box>
tariff-item: 58. vosk (též vosk rostlinný) <box>412 656 582 670</box>
article-paragraph: Z Hamburku, 24. května. (Telg.) Směr výplatový: Šantos neb, a rather, Java. Cena byla 10. <box>1129 1393 1475 1423</box>
tariff-item: 7. V třídě XI. (Tuky) má zníti: <box>412 709 588 724</box>
table-cell: 90 <box>1082 1933 1109 1947</box>
tariff-item: 130. Obyčejné, husté t. j. tkaniny z příze čís. 50 a níže, mající na ploše 5 mm² více než 38 nití: <box>763 419 1109 449</box>
tariff-item: a) těžké, jejichž hustota převyšuje 880 stupňů, temné, též zbytky po destilaci neb zjištěný rozlišení netto . . 5.— <box>398 1643 743 1672</box>
ad-title: Chudá, nemocná vdova <box>1516 1614 1819 1641</box>
ad-paragraph: Medicinské fakultě není žádný takový prostředek známý, který by souhlasně působil léčivě na žaludek i na játra, jak by spolehlivě jeho užívání však, žádný lék se to nenalezl jako výhradně tím prostředkem, jenž se stal prostředkem k celému léčení jater dobře, a tudíž jest možno od každého fakulty seznati v kterém lékařství užívat nejlépe léčivých prostředků. <box>1495 398 1841 504</box>
tariff-item: 16. V třídě XXIII. (Len, konopí, juta atd.) nastanou tyto změny: <box>763 787 1109 817</box>
tariff-item: Poznámka ke pol. 139 bude zníti takto: <box>778 1008 1013 1022</box>
play-description: Veselohra o třech jednáních. Napsal Jaroslav Vrchlický. Ve scénu uvedl režisér p. J. Seifert. <box>1530 829 1805 859</box>
article-paragraph: Z Paříže, 24. května. (C.-B.) Cukr surový 88° dispon. klidný, 28.50 až —·—. Bílý cukr klidný, č. 3 za běžný m. 30·— zl., za červen 32·50, za červenec-srpen 32·75, za říjen-leden 32·—. Rafinovaný 69·— až 91·—. <box>1129 734 1475 794</box>
play-title: Růžová domina. <box>1597 1211 1738 1229</box>
table-header: kilogr. <box>893 1919 1001 1933</box>
tariff-item: Příze bavlněná: <box>524 1939 617 1954</box>
divider <box>787 1229 1085 1230</box>
table-cell: 45 <box>1082 1961 1109 1974</box>
tariff-item: a) surové . . . . . . . . . . . 45.— <box>778 349 952 363</box>
play-description: Veselohra v 5 jedn. od D'Arrongea. <box>1562 1470 1773 1484</box>
article-paragraph: Z Hamburku, 24. května. (C.-B.) Řepkový olej klidný, loco 41·50 <box>1129 888 1475 917</box>
tariff-item: 8. V třídě XII. (Oleje mastné) zvýší se sazba pol. 72 (olej olivový atd.) ze zl. 4.— na . . . . . . . . . 5.— <box>398 829 743 858</box>
table-cell: 25 <box>1028 1947 1055 1961</box>
article-paragraph: Obžalovaná ve všem zapírá. Svědci potvrzují udání obžaloby. Porotcům dány otázky ohledně krádeže a podvodu, na které porotci odpověděli kladně. Soudní dvůr odsoudil Annu Fritschovou do těžkého žaláře na 2 léta, zostřeného postem každého měsíce. <box>32 1401 378 1476</box>
tariff-item: a) ve špalkách . . . . . . . . prosta cla <box>412 1298 623 1312</box>
article-paragraph: I na francouzských venkovských trzích jest vzdor silnější nabídce smýšlení pro pšenici dobré, na pařížském trhu byla poptávka poněkud větší. V Rakousko-Uhersku sezdáno smýšlení na obilí předností zprávy o stavu osení. V Praze bylo osení dobré a tlačení plnou cenu. Ve Vídni ceny platila obvyklých tržních, v Pešti jsou ceny. Na obilní trh ve Vídni přiveženy byly hlavně ječmen a oves. Jarního zboží je však poměrně málo a poptávka malá ještě. Tak jako v Praze obchod nebyl s velkou obsahují pšenicí o loňských cenách. <box>763 1470 1109 1622</box>
play-description: Fraška ve třech jedn. od Delacoura a Hennequina. <box>1515 1232 1820 1246</box>
ad-body <box>1502 1505 1833 1584</box>
continued-note: (Pokračování.) <box>892 1206 980 1220</box>
tariff-item: Zboží bavlněné: <box>888 164 984 178</box>
article-paragraph: V Praze, 24. května. (Zpráva pražské bursy.) Řepkový olej, čistěný, na květen při odebrání nejméně 50 metr. centů zl. 27·— až zl. 27·25 za 100 kilogr. <box>1129 840 1475 884</box>
tariff-item: b) bílené . . . . . . . . . . . 45.— <box>778 247 949 262</box>
tariff-item: 4. V třídě VIII. (Dobytek jatečný a tažný) zvýší se sazby takto: <box>398 456 743 485</box>
tariff-item: d) víceobarvené tkané, potisknuté . . . 70.— <box>778 283 1041 297</box>
table-header <box>1001 1893 1109 1919</box>
article-paragraph: Zadní výrobek dle rendement. dovozu z Prahy zl. 21·50 až zl. 23·—. Melasa 42° B 50% Pol. monosacharid pobotová zl. 4·90 až zl. 4·95, melasa osmosovaná zl. 4·75 až zl. 4·80. <box>1129 466 1475 526</box>
ad-paragraph: Tím povstávají ony nebezpečné choroby jater a jiné nemoce, které, nebyvají-li záhy pěkoufány, stávají se chronickými a velice nebezpečnými. Chronické choroba jater mívá vždy v zápětí nedbání léčení. Jeden bez druhé z těchto nemocí nelze léčiti a proto musí užití se prostředku především obou stejně prospívajícího. <box>1495 303 1841 394</box>
theatre-listing-smichov <box>1495 1120 1841 1316</box>
list-item: 23. Kukuřice, proso, pohanka . . . . . . –.50 <box>32 1786 284 1800</box>
article-paragraph: Výstavy: Brožíkova obraz „Hus“ na Staroměstské radnici denně od 9 hod. ráno do 6 hod. večer. — Obrazárna společnosti vlasteneckých přátel umění v Rudolfinu ve středu, v pátek v neděli od 9 hod. ráno do 2 hod. odpol. — Sbírka mincí a medailí ve výstavní síni v Rudolfinu. — Uměleckoprůmyslové museum v Rudolfinu otevřeno denně mimo pondělí od 9 do 2 hod. — Galerie „Ruch“ v domě banky „Slavie“ na Senovážném náměstí; neb při ceně. — Zoologická zahrada v Troji otevřena každý všední den od 1 hod. odpol. — Městský průmyslový sklad v Praze; z bursovním rozpisovým zdejší bursy. — Sbírky městského musea jsou přístupny jsou každý čtvrtek od 9 hod. ráno do 1 hod. a v neděli a ve svátek od 10 do 1 hod. — Sbírky musea království Českého otevřeny jsou ve všední den od 1/2 9 hod. ráno do 1 hod. <box>1129 1702 1475 1946</box>
tariff-item: 10. V třídě XIV. (Potraviny) zvýší se sazby takto: <box>412 994 701 1008</box>
tariff-item: Clo položky 137 c) (příze lněná a konopná, pak z juty, ze vlákna z kokosového ořechu a jiných rostlinných látek nejmenovaných) zvýší se ze zl. 12.— na . 18.— <box>763 820 1109 865</box>
tariff-item: 84. (Kloboky) ze zl. 20.— na . . . . . 25.— <box>412 1095 654 1109</box>
table-cell: 80 <box>1028 1961 1055 1974</box>
tariff-item: 120. Surové, ke svícení bez předchozího zjišťování rafinované a vždy rafinované neb předčišťování způsobilé netto 10.— <box>398 1577 743 1622</box>
tariff-item: 71. (bis) Tuky a smíšeniny tukové, ne zvláště pojmenované, též tuk rybí . . 1.— <box>398 796 743 825</box>
